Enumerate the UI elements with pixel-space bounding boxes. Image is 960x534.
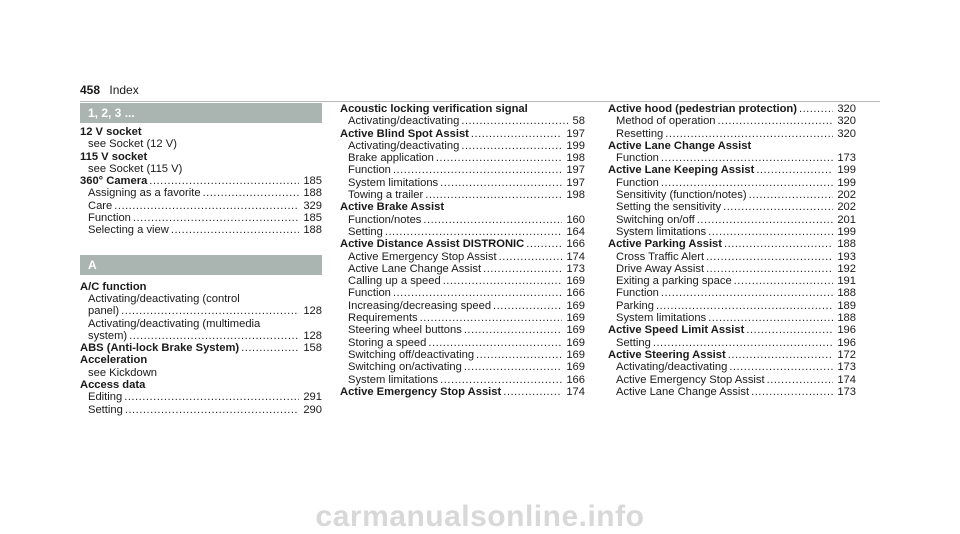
index-subentry[interactable]: panel) ..... 128 <box>80 305 322 317</box>
index-entry[interactable]: Active hood (pedestrian protection) ..... 320 <box>608 103 856 115</box>
index-entry[interactable]: Active Lane Keeping Assist ..... 199 <box>608 164 856 176</box>
index-entry[interactable]: Access data <box>80 379 146 392</box>
index-subentry[interactable]: Activating/deactivating ..... 199 <box>340 140 585 152</box>
index-subentry[interactable]: Active Lane Change Assist ..... 173 <box>608 386 856 398</box>
index-subentry[interactable]: System limitations ..... 197 <box>340 177 585 189</box>
index-subentry[interactable]: Method of operation ..... 320 <box>608 115 856 127</box>
index-subentry[interactable]: Setting ..... 290 <box>80 404 322 416</box>
see-reference[interactable]: see Socket (115 V) <box>88 162 183 175</box>
index-subentry[interactable]: Brake application ..... 198 <box>340 152 585 164</box>
index-subentry[interactable]: Storing a speed ..... 169 <box>340 337 585 349</box>
index-entry[interactable]: Active Steering Assist ..... 172 <box>608 349 856 361</box>
index-subentry[interactable]: Setting ..... 164 <box>340 226 585 238</box>
index-entry[interactable]: 115 V socket <box>80 150 148 163</box>
index-subentry[interactable]: Active Lane Change Assist ..... 173 <box>340 263 585 275</box>
index-subentry[interactable]: Switching off/deactivating ..... 169 <box>340 349 585 361</box>
index-entry[interactable]: A/C function <box>80 280 147 293</box>
index-column-1 <box>80 103 322 416</box>
index-entry[interactable]: Active Lane Change Assist <box>608 139 752 152</box>
index-entry[interactable]: Acceleration <box>80 354 148 367</box>
index-subentry[interactable]: Function ..... 185 <box>80 212 322 224</box>
index-subentry[interactable]: Activating/deactivating (control <box>88 292 240 305</box>
index-subentry[interactable]: Active Emergency Stop Assist ..... 174 <box>340 251 585 263</box>
index-subentry[interactable]: Increasing/decreasing speed ..... 169 <box>340 300 585 312</box>
index-entry[interactable]: Acoustic locking verification signal <box>340 103 528 115</box>
see-reference[interactable]: see Kickdown <box>88 366 158 379</box>
index-subentry[interactable]: Setting ..... 196 <box>608 337 856 349</box>
index-subentry[interactable]: Requirements ..... 169 <box>340 312 585 324</box>
index-subentry[interactable]: Activating/deactivating (multimedia <box>88 317 261 330</box>
header-rule <box>80 101 880 102</box>
index-subentry[interactable]: System limitations ..... 188 <box>608 312 856 324</box>
index-subentry[interactable]: Setting the sensitivity ..... 202 <box>608 201 856 213</box>
section-header-numbers: 1, 2, 3 ... <box>80 103 322 123</box>
index-entry[interactable]: 360° Camera ..... 185 <box>80 175 322 187</box>
index-entry[interactable]: Active Parking Assist ..... 188 <box>608 238 856 250</box>
index-entry[interactable]: Active Speed Limit Assist ..... 196 <box>608 324 856 336</box>
index-subentry[interactable]: Activating/deactivating ..... 173 <box>608 361 856 373</box>
index-subentry[interactable]: Function ..... 197 <box>340 164 585 176</box>
index-entry[interactable]: Active Brake Assist <box>340 201 445 214</box>
page-number: 458 <box>80 83 101 97</box>
index-subentry[interactable]: Care ..... 329 <box>80 200 322 212</box>
index-subentry[interactable]: Drive Away Assist ..... 192 <box>608 263 856 275</box>
index-entry[interactable]: Active Emergency Stop Assist ..... 174 <box>340 386 585 398</box>
index-subentry[interactable]: Function ..... 166 <box>340 287 585 299</box>
index-subentry[interactable]: Cross Traffic Alert ..... 193 <box>608 251 856 263</box>
see-reference[interactable]: see Socket (12 V) <box>88 138 177 151</box>
index-subentry[interactable]: Parking ..... 189 <box>608 300 856 312</box>
index-subentry[interactable]: Active Emergency Stop Assist ..... 174 <box>608 374 856 386</box>
section-header-a: A <box>80 255 322 275</box>
index-column-3 <box>608 103 856 398</box>
watermark: carmanualsonline.info <box>315 500 645 533</box>
index-subentry[interactable]: Towing a trailer ..... 198 <box>340 189 585 201</box>
index-subentry[interactable]: System limitations ..... 199 <box>608 226 856 238</box>
index-subentry[interactable]: Exiting a parking space ..... 191 <box>608 275 856 287</box>
index-subentry[interactable]: Switching on/activating ..... 169 <box>340 361 585 373</box>
index-column-2 <box>340 103 585 398</box>
index-subentry[interactable]: Selecting a view ..... 188 <box>80 224 322 236</box>
index-subentry[interactable]: Calling up a speed ..... 169 <box>340 275 585 287</box>
index-subentry[interactable]: Function ..... 188 <box>608 287 856 299</box>
index-subentry[interactable]: System limitations ..... 166 <box>340 374 585 386</box>
index-entry[interactable]: Active Blind Spot Assist ..... 197 <box>340 128 585 140</box>
page-title: Index <box>109 83 139 97</box>
index-subentry[interactable]: Sensitivity (function/notes) ..... 202 <box>608 189 856 201</box>
index-subentry[interactable]: Switching on/off ..... 201 <box>608 214 856 226</box>
index-subentry[interactable]: Function ..... 173 <box>608 152 856 164</box>
page-header <box>80 83 139 97</box>
index-entry[interactable]: ABS (Anti-lock Brake System) ..... 158 <box>80 342 322 354</box>
index-subentry[interactable]: Assigning as a favorite ..... 188 <box>80 187 322 199</box>
index-entry[interactable]: 12 V socket <box>80 126 142 138</box>
index-entry[interactable]: Active Distance Assist DISTRONIC ..... 166 <box>340 238 585 250</box>
index-subentry[interactable]: Steering wheel buttons ..... 169 <box>340 324 585 336</box>
index-subentry[interactable]: Resetting ..... 320 <box>608 128 856 140</box>
index-subentry[interactable]: Activating/deactivating ..... 58 <box>340 115 585 127</box>
index-subentry[interactable]: Function/notes ..... 160 <box>340 214 585 226</box>
index-subentry[interactable]: Editing ..... 291 <box>80 391 322 403</box>
index-subentry[interactable]: Function ..... 199 <box>608 177 856 189</box>
index-subentry[interactable]: system) ..... 128 <box>80 330 322 342</box>
